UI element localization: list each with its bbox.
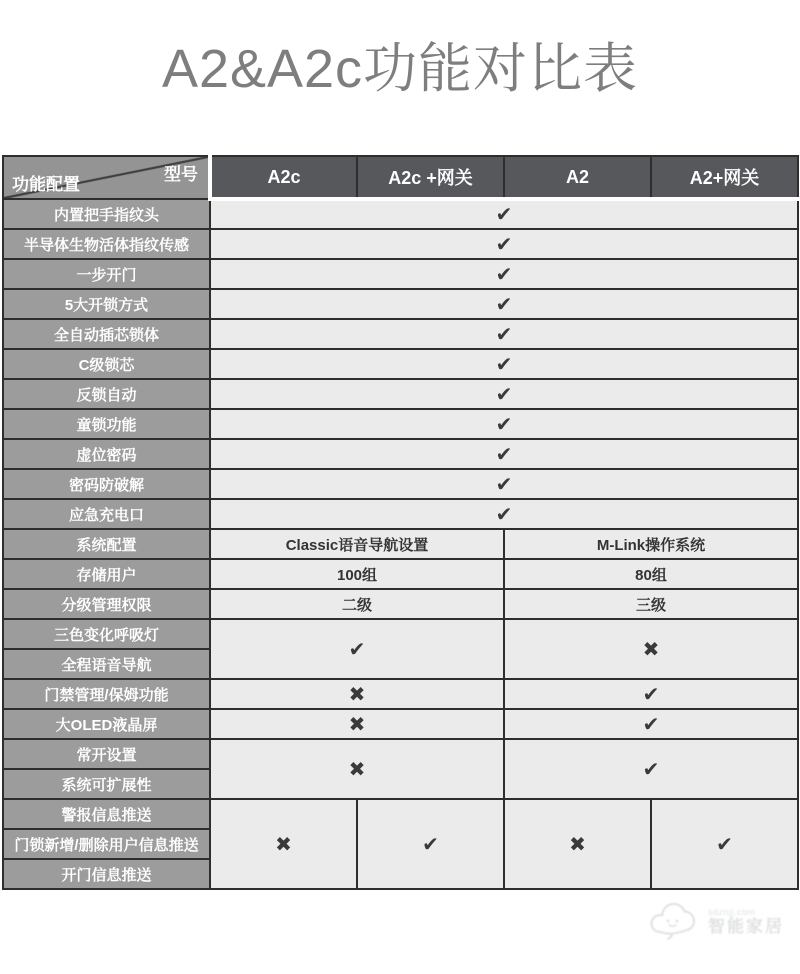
value-cell: M-Link操作系统 — [504, 529, 798, 559]
value-cell: ✖ — [504, 799, 651, 889]
value-cell: ✖ — [504, 619, 798, 679]
comparison-table — [2, 155, 799, 890]
value-cell: ✔ — [210, 499, 798, 529]
feature-row — [3, 619, 798, 649]
cloud-logo-icon — [648, 899, 702, 946]
feature-label-cell: 警报信息推送 — [3, 799, 210, 829]
feature-row — [3, 469, 798, 499]
value-cell: ✔ — [210, 409, 798, 439]
feature-row — [3, 679, 798, 709]
feature-label-cell: 半导体生物活体指纹传感 — [3, 229, 210, 259]
column-header-a2c: A2c — [210, 156, 357, 199]
feature-label-cell: 大OLED液晶屏 — [3, 709, 210, 739]
corner-feature-label: 功能配置 — [12, 175, 80, 194]
feature-row — [3, 499, 798, 529]
value-cell: ✔ — [504, 679, 798, 709]
feature-label-cell: 童锁功能 — [3, 409, 210, 439]
value-cell: ✔ — [210, 349, 798, 379]
feature-row — [3, 349, 798, 379]
feature-label-cell: 一步开门 — [3, 259, 210, 289]
feature-label-cell: 常开设置 — [3, 739, 210, 769]
feature-label-cell: 三色变化呼吸灯 — [3, 619, 210, 649]
watermark — [648, 896, 796, 948]
feature-row — [3, 559, 798, 589]
feature-label-cell: 系统配置 — [3, 529, 210, 559]
value-cell: ✔ — [210, 319, 798, 349]
feature-label-cell: 5大开锁方式 — [3, 289, 210, 319]
value-cell: 80组 — [504, 559, 798, 589]
feature-label-cell: 虚位密码 — [3, 439, 210, 469]
feature-label-cell: C级锁芯 — [3, 349, 210, 379]
feature-label-cell: 应急充电口 — [3, 499, 210, 529]
feature-label-cell: 密码防破解 — [3, 469, 210, 499]
feature-row — [3, 289, 798, 319]
value-cell: ✖ — [210, 739, 504, 799]
value-cell: ✔ — [210, 229, 798, 259]
value-cell: 100组 — [210, 559, 504, 589]
value-cell: ✔ — [210, 199, 798, 229]
feature-row — [3, 739, 798, 769]
value-cell: ✔ — [210, 379, 798, 409]
value-cell: ✔ — [651, 799, 798, 889]
value-cell: ✔ — [210, 619, 504, 679]
column-header-a2: A2 — [504, 156, 651, 199]
feature-label-cell: 内置把手指纹头 — [3, 199, 210, 229]
feature-row — [3, 229, 798, 259]
value-cell: ✔ — [357, 799, 504, 889]
feature-row — [3, 409, 798, 439]
feature-row — [3, 259, 798, 289]
feature-row — [3, 199, 798, 229]
feature-label-cell: 分级管理权限 — [3, 589, 210, 619]
value-cell: ✔ — [210, 469, 798, 499]
feature-label-cell: 门禁管理/保姆功能 — [3, 679, 210, 709]
feature-label-cell: 开门信息推送 — [3, 859, 210, 889]
watermark-name-text: 智能家居 — [708, 916, 784, 936]
feature-row — [3, 589, 798, 619]
value-cell: 二级 — [210, 589, 504, 619]
value-cell: ✔ — [504, 709, 798, 739]
corner-cell — [3, 156, 210, 199]
feature-label-cell: 系统可扩展性 — [3, 769, 210, 799]
value-cell: ✖ — [210, 709, 504, 739]
value-cell: ✔ — [210, 439, 798, 469]
value-cell: ✖ — [210, 799, 357, 889]
feature-label-cell: 全自动插芯锁体 — [3, 319, 210, 349]
watermark-site-text: sdznjj.com — [708, 906, 756, 917]
feature-label-cell: 反锁自动 — [3, 379, 210, 409]
value-cell: ✔ — [210, 289, 798, 319]
value-cell: ✖ — [210, 679, 504, 709]
feature-label-cell: 全程语音导航 — [3, 649, 210, 679]
feature-row — [3, 529, 798, 559]
value-cell: ✔ — [504, 739, 798, 799]
feature-label-cell: 存储用户 — [3, 559, 210, 589]
header-row — [3, 156, 798, 199]
value-cell: Classic语音导航设置 — [210, 529, 504, 559]
column-header-a2c-gateway: A2c +网关 — [357, 156, 504, 199]
feature-row — [3, 439, 798, 469]
column-header-a2-gateway: A2+网关 — [651, 156, 798, 199]
page-title: A2&A2c功能对比表 — [161, 39, 639, 99]
feature-row — [3, 319, 798, 349]
feature-label-cell: 门锁新增/删除用户信息推送 — [3, 829, 210, 859]
value-cell: ✔ — [210, 259, 798, 289]
feature-row — [3, 379, 798, 409]
value-cell: 三级 — [504, 589, 798, 619]
feature-row — [3, 799, 798, 829]
corner-model-label: 型号 — [164, 165, 198, 184]
feature-row — [3, 709, 798, 739]
